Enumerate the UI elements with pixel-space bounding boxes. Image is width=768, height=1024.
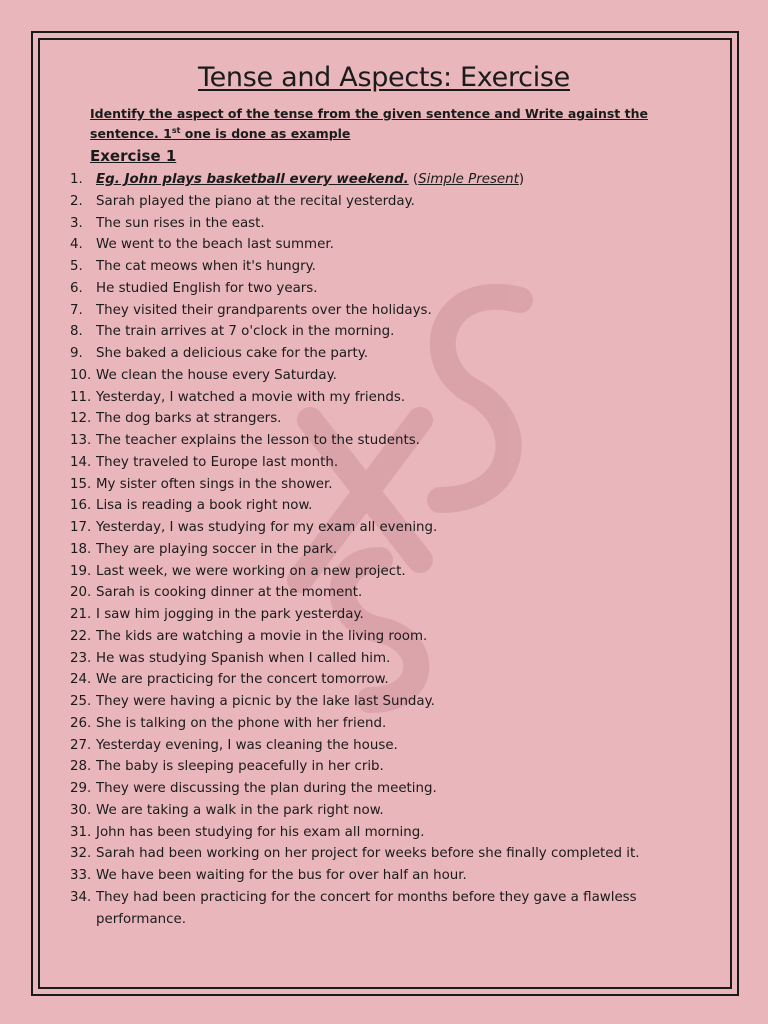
item-text: Sarah is cooking dinner at the moment.: [96, 585, 363, 601]
item-text: My sister often sings in the shower.: [96, 476, 333, 492]
item-text: The dog barks at strangers.: [96, 411, 282, 427]
item-number: 11.: [70, 389, 92, 405]
instruction-text: [90, 104, 650, 144]
item-text: We clean the house every Saturday.: [96, 367, 337, 383]
item-number: 14.: [70, 454, 92, 470]
item-number: 7.: [70, 302, 83, 318]
page-title: Tense and Aspects: Exercise: [198, 62, 570, 93]
item-number: 20.: [70, 585, 92, 601]
item-text: The sun rises in the east.: [96, 215, 265, 231]
list-item: [70, 713, 690, 735]
list-item: [70, 735, 690, 757]
example-sentence: Eg. John plays basketball every weekend.: [96, 172, 409, 187]
list-item: [70, 430, 690, 452]
item-number: 27.: [70, 737, 92, 753]
item-number: 33.: [70, 868, 92, 883]
list-item: [70, 387, 690, 409]
item-number: 6.: [70, 280, 83, 296]
list-item: [70, 495, 690, 517]
item-text: [96, 169, 690, 191]
item-text: They had been practicing for the concert for months before they gave a flawless performance.: [96, 889, 637, 927]
item-text: Sarah played the piano at the recital yesterday.: [96, 193, 415, 209]
item-text: Yesterday evening, I was cleaning the house.: [96, 737, 398, 753]
item-number: 32.: [70, 846, 92, 862]
item-number: 12.: [70, 411, 92, 427]
list-item: [70, 561, 690, 583]
item-number: 26.: [70, 715, 92, 731]
item-text: She is talking on the phone with her friend.: [96, 715, 387, 731]
list-item: [70, 234, 690, 256]
list-item: [70, 778, 690, 800]
list-item: [70, 626, 690, 648]
exercise-list: [70, 169, 690, 930]
list-item: [70, 800, 690, 822]
item-text: We are practicing for the concert tomorrow.: [96, 672, 389, 688]
list-item: [70, 452, 690, 474]
item-text: He was studying Spanish when I called him.: [96, 650, 391, 666]
list-item: [70, 582, 690, 604]
item-text: We are taking a walk in the park right now.: [96, 802, 384, 818]
item-number: 30.: [70, 802, 92, 818]
example-item: [70, 169, 690, 191]
exercise-heading: Exercise 1: [90, 147, 177, 165]
item-number: 15.: [70, 476, 92, 492]
item-number: 21.: [70, 607, 92, 622]
list-item: [70, 365, 690, 387]
item-number: 13.: [70, 433, 92, 448]
item-text: The cat meows when it's hungry.: [96, 259, 316, 274]
list-item: [70, 191, 690, 213]
item-number: 19.: [70, 563, 92, 579]
list-item: [70, 256, 690, 278]
list-item: [70, 604, 690, 626]
list-item: [70, 321, 690, 343]
list-item: [70, 843, 690, 865]
list-item: [70, 756, 690, 778]
list-item: [70, 517, 690, 539]
item-number: 4.: [70, 237, 83, 253]
item-text: They were discussing the plan during the meeting.: [96, 781, 437, 796]
item-text: Yesterday, I was studying for my exam all evening.: [96, 520, 438, 535]
list-item: [70, 865, 690, 887]
item-text: The teacher explains the lesson to the students.: [96, 433, 420, 448]
item-text: We went to the beach last summer.: [96, 237, 334, 253]
list-item: [70, 691, 690, 713]
item-text: Lisa is reading a book right now.: [96, 498, 313, 514]
item-number: 17.: [70, 520, 92, 535]
item-text: They were having a picnic by the lake last Sunday.: [96, 694, 435, 709]
list-item: [70, 539, 690, 561]
item-number: 16.: [70, 498, 92, 514]
item-number: 28.: [70, 759, 92, 775]
item-number: 8.: [70, 324, 83, 340]
item-number: 22.: [70, 628, 92, 644]
item-number: 25.: [70, 694, 92, 709]
item-text: They visited their grandparents over the holidays.: [96, 302, 432, 318]
instruction-part-1: Identify the aspect of the tense from the given sentence and Write against the sentence. 1: [90, 106, 648, 141]
item-text: We have been waiting for the bus for over half an hour.: [96, 868, 467, 883]
item-number: 23.: [70, 650, 92, 666]
close-paren: ): [518, 172, 525, 187]
item-number: 5.: [70, 259, 83, 274]
item-number: 24.: [70, 672, 92, 688]
item-text: The kids are watching a movie in the living room.: [96, 628, 428, 644]
item-number: 1.: [70, 172, 83, 187]
list-item: [70, 474, 690, 496]
item-text: She baked a delicious cake for the party.: [96, 346, 369, 361]
item-number: 2.: [70, 193, 83, 209]
list-item: [70, 213, 690, 235]
item-number: 3.: [70, 215, 83, 231]
list-item: [70, 343, 690, 365]
item-text: He studied English for two years.: [96, 280, 318, 296]
item-text: The train arrives at 7 o'clock in the morning.: [96, 324, 395, 340]
list-item: [70, 300, 690, 322]
item-text: John has been studying for his exam all morning.: [96, 824, 425, 840]
item-text: The baby is sleeping peacefully in her crib.: [96, 759, 384, 775]
item-text: They are playing soccer in the park.: [96, 541, 338, 557]
open-paren: (: [412, 172, 419, 187]
item-number: 29.: [70, 781, 92, 796]
example-answer: Simple Present: [418, 172, 519, 187]
list-item: [70, 278, 690, 300]
item-number: 18.: [70, 541, 92, 557]
list-item: [70, 648, 690, 670]
item-text: Last week, we were working on a new project.: [96, 563, 406, 579]
item-number: 34.: [70, 889, 92, 905]
list-item: [70, 669, 690, 691]
item-text: Yesterday, I watched a movie with my friends.: [96, 389, 406, 405]
item-text: I saw him jogging in the park yesterday.: [96, 607, 364, 622]
item-text: Sarah had been working on her project for weeks before she finally completed it.: [96, 846, 640, 862]
item-text: They traveled to Europe last month.: [96, 454, 339, 470]
list-item: [70, 887, 690, 931]
instruction-part-2: one is done as example: [180, 126, 351, 141]
item-number: 31.: [70, 824, 92, 840]
item-number: 10.: [70, 367, 92, 383]
list-item: [70, 408, 690, 430]
instruction-superscript: st: [171, 125, 181, 135]
item-number: 9.: [70, 346, 83, 361]
list-item: [70, 822, 690, 844]
